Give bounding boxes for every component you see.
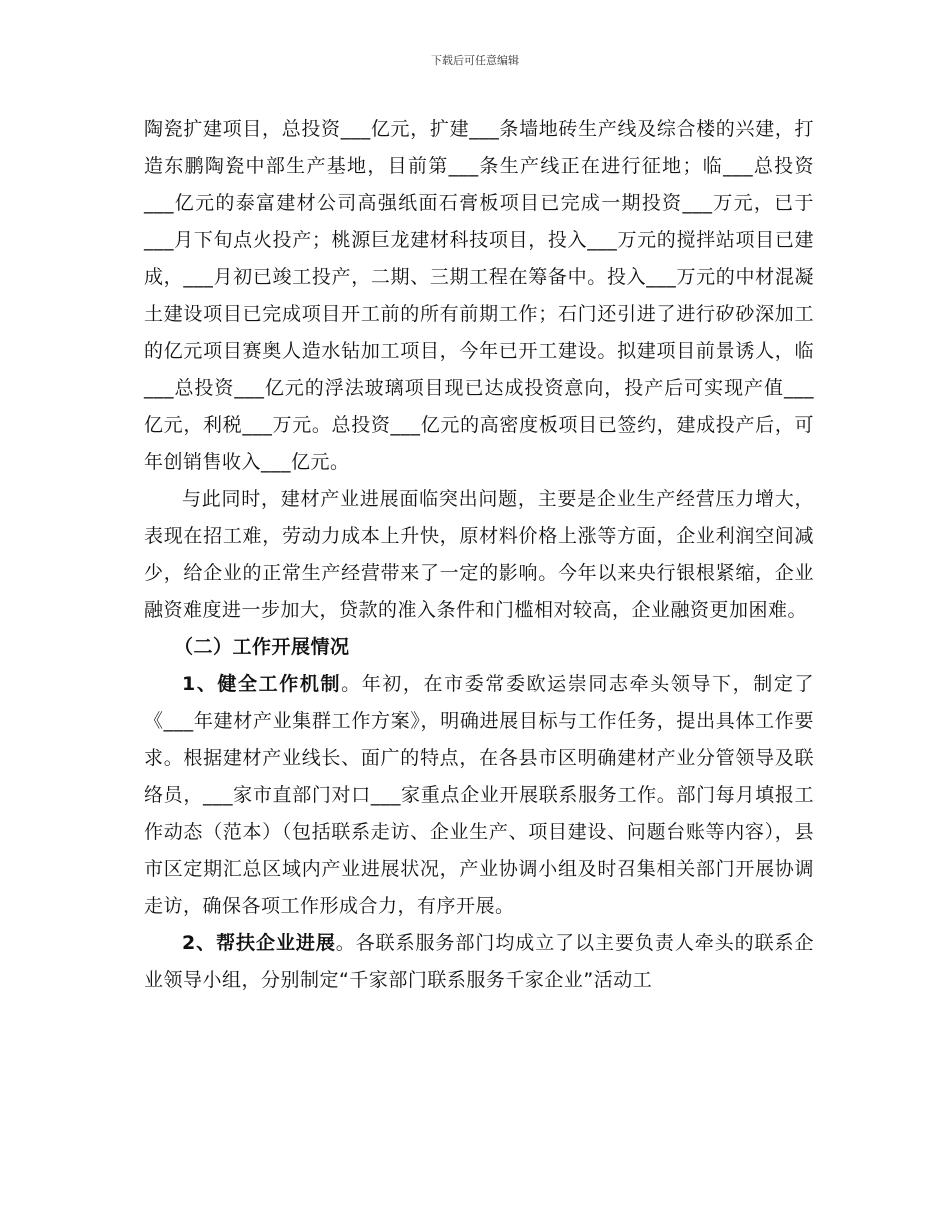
paragraph-body-work-mechanism: 。年初，在市委常委欧运崇同志牵头领导下，制定了《___年建材产业集群工作方案》，明确进展目标与工作任务，提出具体工作要求。根据建材产业线长、面广的特点，在各县市区明确建材产业分管领导及联络员，___家市直部门对口___家重点企业开展联系服务工作。部门每月填报工作动态（范本）（包括联系走访、企业生产、项目建设、问题台账等内容），县市区定期汇总区域内产业进展状况，产业协调小组及时召集相关部门开展协调走访，确保各项工作形成合力，有序开展。 — [144, 673, 814, 917]
paragraph-project-investments: 陶瓷扩建项目，总投资___亿元，扩建___条墙地砖生产线及综合楼的兴建，打造东鹏陶瓷中部生产基地，目前第___条生产线正在进行征地；临___总投资___亿元的泰富建材公司高强纸面石膏板项目已完成一期投资___万元，已于___月下旬点火投产；桃源巨龙建材科技项目，投入___万元的搅拌站项目已建成，___月初已竣工投产，二期、三期工程在筹备中。投入___万元的中材混凝土建设项目已完成项目开工前的所有前期工作；石门还引进了进行矽砂深加工的亿元项目赛奥人造水钻加工项目，今年已开工建设。拟建项目前景诱人，临___总投资___亿元的浮法玻璃项目现已达成投资意向，投产后可实现产值___亿元，利税___万元。总投资___亿元的高密度板项目已签约，建成投产后，可年创销售收入___亿元。 — [144, 118, 814, 473]
page-header: 下载后可任意编辑 — [431, 54, 519, 67]
paragraph-work-mechanism — [144, 666, 814, 925]
paragraph-industry-problems: 与此同时，建材产业进展面临突出问题，主要是企业生产经营压力增大，表现在招工难，劳动力成本上升快，原材料价格上涨等方面，企业利润空间减少，给企业的正常生产经营带来了一定的影响。今年以来央行银根紧缩，企业融资难度进一步加大，贷款的准入条件和门槛相对较高，企业融资更加困难。 — [144, 488, 814, 621]
section-heading-work-progress: （二）工作开展情况 — [174, 636, 350, 658]
document-body — [144, 111, 814, 999]
paragraph-lead-work-mechanism: 1、健全工作机制 — [182, 673, 342, 695]
paragraph-lead-support-enterprises: 2、帮扶企业进展 — [182, 932, 336, 954]
paragraph-support-enterprises — [144, 925, 814, 999]
paragraph-body-support-enterprises: 。各联系服务部门均成立了以主要负责人牵头的联系企业领导小组，分别制定“千家部门联系服务千家企业”活动工 — [144, 932, 814, 991]
